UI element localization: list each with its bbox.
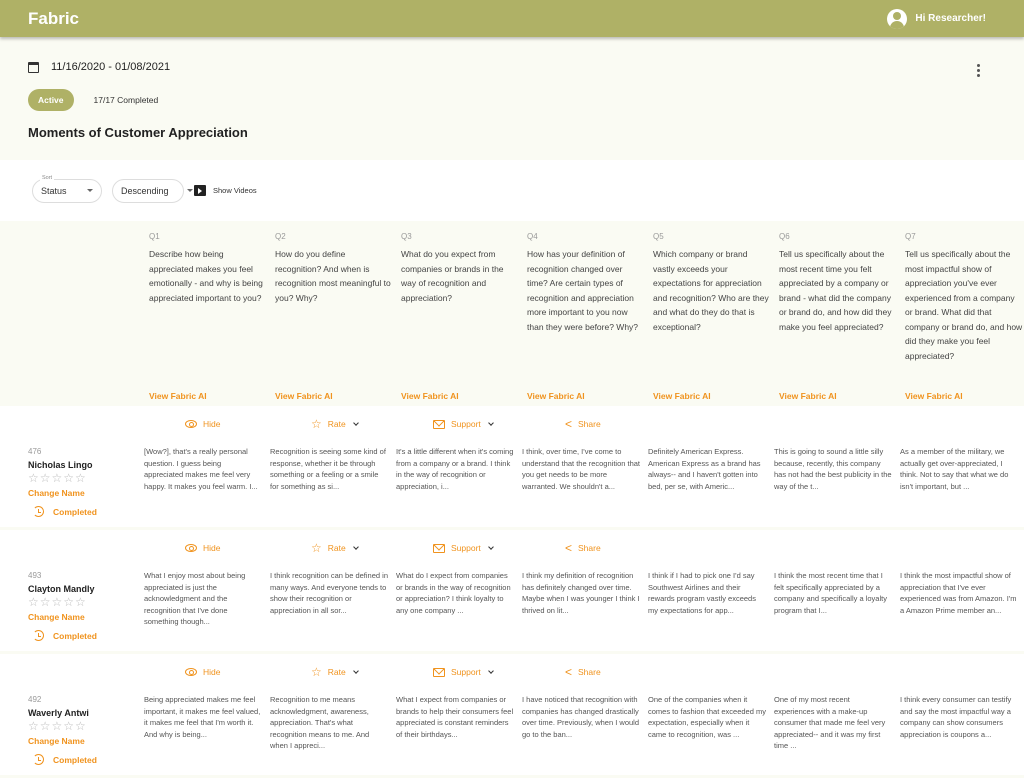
status-label: Completed — [53, 754, 97, 765]
hide-label: Hide — [203, 667, 221, 677]
view-fabric-ai-link[interactable]: View Fabric AI — [779, 391, 837, 401]
answer-cell[interactable]: Being appreciated makes me feel important, it makes me feel valued, it makes me feel that I'm worth it. And why is being... — [144, 695, 261, 739]
support-dropdown[interactable] — [433, 542, 565, 554]
questions-header — [0, 221, 1024, 406]
respondent-name: Nicholas Lingo — [28, 460, 93, 470]
question-number: Q6 — [779, 232, 790, 241]
mail-icon — [433, 668, 445, 677]
answer-cell[interactable]: What I expect from companies or brands to help their consumers feel appreciated is constant reminders of their birthdays... — [396, 695, 514, 739]
answer-cell[interactable]: I think, over time, I've come to understand that the recognition that you get needs to be more warranted. We shouldn't a... — [522, 447, 641, 491]
question-column — [401, 221, 527, 406]
top-bar — [0, 0, 1024, 37]
share-icon: < — [565, 665, 573, 679]
chevron-down-icon — [488, 668, 494, 674]
respondent-name: Clayton Mandly — [28, 584, 95, 594]
user-menu[interactable] — [887, 9, 986, 29]
view-fabric-ai-link[interactable]: View Fabric AI — [401, 391, 459, 401]
change-name-link[interactable]: Change Name — [28, 612, 85, 622]
chevron-down-icon — [353, 544, 359, 550]
rate-label: Rate — [327, 419, 346, 429]
answer-cell[interactable]: One of my most recent experiences with a make-up consumer that made me feel very appreciated-- and it was my first time ... — [774, 695, 886, 750]
question-column — [275, 221, 401, 406]
rate-dropdown[interactable] — [311, 418, 433, 430]
respondent-name: Waverly Antwi — [28, 708, 89, 718]
respondent-row — [0, 530, 1024, 654]
more-options-icon[interactable] — [977, 64, 980, 77]
answer-cell[interactable]: This is going to sound a little silly because, recently, this company has not had the best publicity in the way of the t... — [774, 447, 892, 491]
sort-field-select[interactable] — [32, 174, 102, 203]
respondent-id: 476 — [28, 447, 42, 456]
hide-button[interactable] — [185, 666, 311, 678]
question-text: Tell us specifically about the most impactful show of appreciation you've ever experienced from a company or brand. What did that company or brand do, and how did they make you feel appreciated? — [905, 249, 1023, 361]
user-greeting: Hi Researcher! — [915, 13, 986, 24]
view-fabric-ai-link[interactable]: View Fabric AI — [653, 391, 711, 401]
hide-button[interactable] — [185, 542, 311, 554]
view-fabric-ai-link[interactable]: View Fabric AI — [527, 391, 585, 401]
mail-icon — [433, 544, 445, 553]
caret-down-icon — [187, 189, 193, 192]
answer-cell[interactable]: What do I expect from companies or brands in the way of recognition or appreciation? I think loyalty to any one company ... — [396, 571, 511, 615]
answer-cell[interactable]: Recognition is seeing some kind of response, whether it be through something or a feeling or a smile for something as si... — [270, 447, 386, 491]
respondent-id: 493 — [28, 571, 42, 580]
brand-logo[interactable]: Fabric — [28, 8, 80, 28]
question-column — [779, 221, 905, 406]
star-rating[interactable]: ☆☆☆☆☆ — [28, 595, 87, 609]
view-fabric-ai-link[interactable]: View Fabric AI — [275, 391, 333, 401]
change-name-link[interactable]: Change Name — [28, 488, 85, 498]
rate-label: Rate — [327, 667, 346, 677]
answer-cell[interactable]: It's a little different when it's coming from a company or a brand. I think in the way of recognition or appreciation, i... — [396, 447, 514, 491]
chevron-down-icon — [488, 544, 494, 550]
answer-cell[interactable]: I think the most recent time that I felt specifically appreciated by a company and specifically a loyalty program that I... — [774, 571, 887, 615]
hide-label: Hide — [203, 419, 221, 429]
support-label: Support — [451, 543, 481, 553]
view-fabric-ai-link[interactable]: View Fabric AI — [905, 391, 963, 401]
video-library-icon — [194, 185, 206, 196]
calendar-icon — [28, 62, 39, 73]
completion-status — [33, 754, 97, 765]
question-text: Describe how being appreciated makes you feel emotionally - and why is being appreciated important to you? — [149, 249, 263, 303]
respondent-row — [0, 406, 1024, 530]
share-button[interactable] — [565, 666, 601, 678]
respondent-info — [28, 571, 97, 641]
question-text: What do you expect from companies or brands in the way of recognition and appreciation? — [401, 249, 504, 303]
star-rating[interactable]: ☆☆☆☆☆ — [28, 719, 87, 733]
change-name-link[interactable]: Change Name — [28, 736, 85, 746]
answer-cell[interactable]: Definitely American Express. American Express as a brand has always-- and I haven't gotten into bed, per se, with Americ... — [648, 447, 761, 491]
history-icon — [33, 754, 44, 765]
study-header — [0, 37, 1024, 160]
rate-dropdown[interactable] — [311, 666, 433, 678]
answer-cell[interactable]: I think my definition of recognition has definitely changed over time. Maybe when I was younger I think I thrived on lit... — [522, 571, 640, 615]
question-number: Q4 — [527, 232, 538, 241]
star-icon: ☆ — [311, 541, 322, 555]
history-icon — [33, 630, 44, 641]
status-badge: Active — [28, 89, 74, 111]
respondent-id: 492 — [28, 695, 42, 704]
history-icon — [33, 506, 44, 517]
status-label: Completed — [53, 630, 97, 641]
sort-order-select[interactable] — [112, 179, 184, 203]
answer-cell[interactable]: I think the most impactful show of appreciation that I've ever experienced was from Amazon. I'm a Amazon Prime member an... — [900, 571, 1017, 615]
question-number: Q3 — [401, 232, 412, 241]
user-avatar-icon — [887, 9, 907, 29]
chevron-down-icon — [353, 420, 359, 426]
question-column — [527, 221, 653, 406]
share-label: Share — [578, 543, 601, 553]
status-row — [28, 89, 996, 111]
question-text: Tell us specifically about the most recent time you felt appreciated by a company or brand - what did the company or brand do, and how did they make you feel appreciated? — [779, 249, 892, 332]
star-icon: ☆ — [311, 417, 322, 431]
star-rating[interactable]: ☆☆☆☆☆ — [28, 471, 87, 485]
respondent-row — [0, 654, 1024, 778]
answer-cell[interactable]: I think if I had to pick one I'd say Southwest Airlines and their rewards program vastly exceeds my expectations for app... — [648, 571, 756, 615]
sort-label: Sort — [42, 174, 53, 181]
view-fabric-ai-link[interactable]: View Fabric AI — [149, 391, 207, 401]
eye-icon — [185, 668, 197, 676]
respondent-info — [28, 695, 97, 765]
support-dropdown[interactable] — [433, 666, 565, 678]
show-videos-label: Show Videos — [213, 186, 257, 195]
sort-order-value: Descending — [121, 185, 169, 196]
completion-status — [33, 506, 97, 517]
show-videos-button[interactable] — [194, 185, 257, 196]
completed-count: 17/17 Completed — [93, 95, 159, 105]
completion-status — [33, 630, 97, 641]
question-number: Q1 — [149, 232, 160, 241]
question-text: Which company or brand vastly exceeds your expectations for appreciation and recognition? Who are they and what do they do that is exceptional? — [653, 249, 769, 332]
share-button[interactable] — [565, 542, 601, 554]
answer-cell[interactable]: What I enjoy most about being appreciated is just the acknowledgment and the recognition that I've done something though... — [144, 571, 246, 626]
question-number: Q7 — [905, 232, 916, 241]
chevron-down-icon — [353, 668, 359, 674]
eye-icon — [185, 420, 197, 428]
hide-label: Hide — [203, 543, 221, 553]
date-range-row — [28, 61, 996, 73]
question-number: Q5 — [653, 232, 664, 241]
mail-icon — [433, 420, 445, 429]
question-column — [905, 221, 1024, 406]
share-button[interactable] — [565, 418, 601, 430]
question-column — [653, 221, 779, 406]
eye-icon — [185, 544, 197, 552]
share-label: Share — [578, 419, 601, 429]
support-label: Support — [451, 667, 481, 677]
respondent-info — [28, 447, 97, 517]
sort-field-value: Status — [41, 185, 67, 196]
answer-cell[interactable]: [Wow?], that's a really personal question. I guess being appreciated makes me feel very happy. It makes you feel warm. I... — [144, 447, 258, 491]
study-title: Moments of Customer Appreciation — [28, 125, 248, 140]
status-label: Completed — [53, 506, 97, 517]
support-dropdown[interactable] — [433, 418, 565, 430]
question-text: How do you define recognition? And when is recognition most meaningful to you? Why? — [275, 249, 391, 303]
answer-cell[interactable]: One of the companies when it comes to fashion that exceeded my expectation, especially when it came to recognition, was ... — [648, 695, 766, 739]
question-number: Q2 — [275, 232, 286, 241]
question-column — [149, 221, 275, 406]
share-label: Share — [578, 667, 601, 677]
star-icon: ☆ — [311, 665, 322, 679]
toolbar — [0, 160, 1024, 221]
caret-down-icon — [87, 189, 93, 192]
rate-label: Rate — [327, 543, 346, 553]
date-range: 11/16/2020 - 01/08/2021 — [51, 61, 171, 73]
support-label: Support — [451, 419, 481, 429]
answer-cell[interactable]: As a member of the military, we actually get over-appreciated, I think. Not to say that what we do isn't important, but ... — [900, 447, 1009, 491]
chevron-down-icon — [488, 420, 494, 426]
share-icon: < — [565, 541, 573, 555]
rate-dropdown[interactable] — [311, 542, 433, 554]
answer-cell[interactable]: I think every consumer can testify and say the most impactful way a company can show consumers appreciation is coupons a... — [900, 695, 1012, 739]
share-icon: < — [565, 417, 573, 431]
question-text: How has your definition of recognition changed over time? Are certain types of recognition and appreciation more important to you now than they were before? Why? — [527, 249, 639, 332]
answer-cell[interactable]: Recognition to me means acknowledgment, awareness, appreciation. That's what recognition means to me. And when I appreci... — [270, 695, 370, 750]
hide-button[interactable] — [185, 418, 311, 430]
answer-cell[interactable]: I think recognition can be defined in many ways. And everyone tends to show their recognition or appreciation in all sor... — [270, 571, 388, 615]
answer-cell[interactable]: I have noticed that recognition with companies has changed drastically over time. Previously, when I would go to the ban... — [522, 695, 639, 739]
